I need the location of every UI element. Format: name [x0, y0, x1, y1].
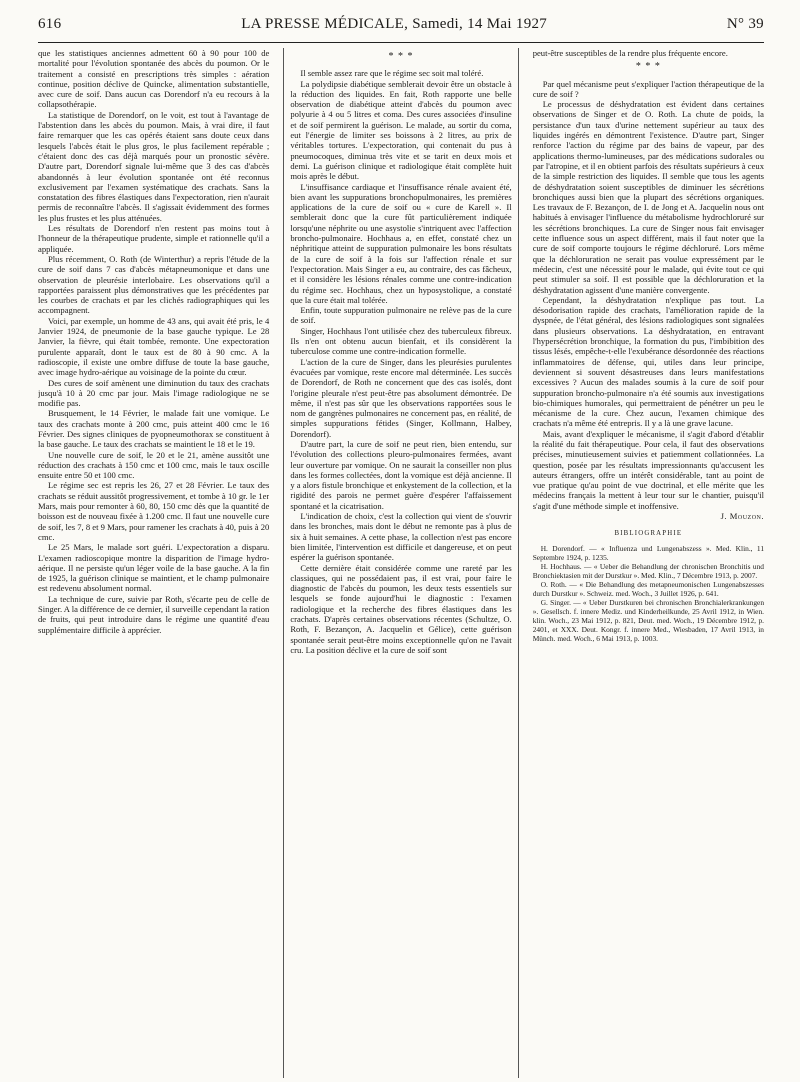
column-left — [38, 48, 269, 1078]
paragraph: Voici, par exemple, un homme de 43 ans, qui avait été pris, le 4 Janvier 1924, de pneumonie de la base gauche typique. Le 28 Janvier, la fièvre, qui était tombée, remonte. Une expectoration purulente apparaît, dont le taux est de 80 à 90 cmc. A la radioscopie, il existe une ombre diffuse de toute la base gauche, avec image hydro-aérique au voisinage de la pointe du cœur. — [38, 315, 270, 378]
paragraph: peut-être susceptibles de la rendre plus fréquente encore. — [532, 48, 728, 58]
page-header — [38, 16, 764, 40]
paragraph: Le régime sec est repris les 26, 27 et 28 Février. Le taux des crachats se réduit aussitôt progressivement, et tombe à 10 gr. le 1er Mars, mais pour remonter à 60, 80, 150 cmc dès que la quantité de boisson est de nouveau fixée à 1.200 cmc. Il faut une nouvelle cure de soif, les 7, 8 et 9 Mars, pour ramener les crachats à 40, puis à 20 cmc. — [38, 480, 270, 542]
paragraph: Le 25 Mars, le malade sort guéri. L'expectoration a disparu. L'examen radioscopique montre la disparition de l'image hydro-aérique. Il ne persiste qu'un léger voile de la base gauche. A la fin de 1925, la guérison clinique se maintient, et le champ pulmonaire est redevenu absolument normal. — [38, 542, 270, 594]
paragraph: La polydipsie diabétique semblerait devoir être un obstacle à la réduction des liquides. En fait, Roth rapporte une belle observation de diabétique atteint d'abcès du poumon avec polyurie à 4 ou 5 litres et coma. Des cures associées d'insuline et de soif permirent la guérison. Le malade, au sortir du coma, eut l'énergie de limiter ses boissons à 2 litres, au prix de véritables tortures. L'expectoration, qui contenait du pus à pneumocoques, diminua très vite et se tarit en deux mois et demi. La guérison clinique et radiologique était complète huit mois après le début. — [290, 78, 512, 182]
article-columns — [38, 48, 764, 1078]
paragraph: La statistique de Dorendorf, on le voit, est tout à l'avantage de l'abstention dans les abcès du poumon. Mais, à vrai dire, il faut faire remarquer que les cas opérés étaient sans doute ceux dans lesquels l'abcès était le plus gros, le plus facilement repérable ; c'étaient donc des cas déjà marqués pour un pronostic sévère. D'autre part, Dorendorf signale lui-même que 3 des cas d'abcès abandonnés à leur évolution spontanée ont été reconnus exclusivement par l'examen systématique des crachats. Sans la constatation des fibres élastiques dans l'expectoration, rien n'aurait permis de reconnaître l'abcès. Il s'agissait évidemment des formes les plus frustes et les plus atténuées. — [38, 109, 270, 223]
paragraph: Par quel mécanisme peut s'expliquer l'action thérapeutique de la cure de soif ? — [532, 78, 765, 99]
paragraph: L'indication de choix, c'est la collection qui vient de s'ouvrir dans les bronches, mais dont le début ne remonte pas à plus de six à huit semaines. A cette phase, la collection n'est pas encore bien limitée, l'intervention est difficile et dangereuse, et on peut espérer la guérison spontanée. — [290, 511, 512, 563]
section-separator-stars: * * * — [635, 61, 661, 73]
paragraph: Cependant, la déshydratation n'explique pas tout. La désodorisation rapide des crachats, l'amélioration rapide de la dyspnée, de l'état général, des lésions radiologiques sont signalées dans plusieurs observations. La déshydratation, en entravant l'hypersécrétion bronchique, la formation du pus, l'imbibition des tissus lésés, empêche-t-elle l'exubérance désordonnée des réactions inflammatoires de défense, qui, utiles dans leur principe, deviennent si souvent désastreuses dans leurs manifestations excessives ? Aucun des malades soumis à la cure de soif pour suppuration broncho-pulmonaire n'a été soumis aux investigations bio-chimiques humorales, qui permettraient de pénétrer un peu le mécanisme de la cure. Chez aucun, l'examen chimique des crachats n'a même été entrepris. Il y a là une grave lacune. — [532, 294, 765, 429]
paragraph: Plus récemment, O. Roth (de Winterthur) a repris l'étude de la cure de soif dans 7 cas d'abcès métapneumonique et dans une observation de pleurésie interlobaire. Les observations qu'il a rapportées paraissent plus démonstratives que les précédentes par les courbes de crachats et par les clichés radiographiques qui les accompagnent. — [38, 253, 270, 316]
section-separator-stars: * * * — [388, 51, 414, 62]
bibliography-heading: BIBLIOGRAPHIE — [614, 530, 683, 538]
paragraph: L'insuffisance cardiaque et l'insuffisance rénale avaient été, bien avant les suppurations bronchopulmonaires, les premières applications de la cure de soif ou « cure de Karell ». Il semblerait donc que la cure fût particulièrement indiquée lorsqu'une néphrite ou une asystolie s'intriquent avec l'affection broncho-pulmonaire. Hochhaus a, en effet, constaté chez un néphritique atteint de suppuration pulmonaire les bons résultats de la cure de soif à la fois sur l'affection rénale et sur l'expectoration. Mais Singer a eu, au contraire, des cas fâcheux, et il considère les lésions rénales comme une contre-indication du régime sec. Hochhaus, chez un hyposystolique, a constaté que la cure était mal tolérée. — [290, 181, 512, 305]
bibliography-list — [533, 544, 764, 643]
paragraph: L'action de la cure de Singer, dans les pleurésies purulentes évacuées par vomique, reste encore mal déterminée. Les succès de Dorendorf, de Roth ne concernent que des cas isolés, dont l'origine pleurale n'est peut-être pas absolument démontrée. De même, il n'est pas sûr que les observations rapportées sous le nom de gangrènes pulmonaires ne concernent pas, en réalité, de simples suppurations fétides (Singer, Kollmann, Halbey, Dorendorf). — [290, 356, 512, 439]
page-number: 616 — [38, 16, 62, 32]
paragraph: Singer, Hochhaus l'ont utilisée chez des tuberculeux fibreux. Ils n'en ont obtenu aucun bienfait, et ils considèrent la tuberculose comme une contre-indication formelle. — [290, 325, 512, 357]
paragraph: Mais, avant d'expliquer le mécanisme, il s'agit d'abord d'établir la réalité du fait thérapeutique. Pour cela, il faut des observations précises, minutieusement suivies et patiemment collationnées. La question, posée par les résultats impressionnants qu'accusent les auteurs étrangers, offre un intérêt considérable, tant au point de vue pratique qu'au point de vue doctrinal, et elle mérite que les médecins français la mettent à leur tour sur le chantier, puisqu'il s'agit d'une méthode simple et inoffensive. — [532, 428, 765, 511]
paragraph: Brusquement, le 14 Février, le malade fait une vomique. Le taux des crachats monte à 200 cmc, puis atteint 400 cmc le 16 Février. Des signes cliniques de pyopneumothorax se constituent à la base gauche. Le taux des crachats se maintient le 18 et le 19. — [38, 408, 270, 450]
bibliography-entry: H. Dorendorf. — « Influenza und Lungenabszess ». Med. Klin., 11 Septembre 1924, p. 1235. — [532, 543, 765, 562]
paragraph: Des cures de soif amènent une diminution du taux des crachats jusqu'à 10 à 20 cmc par jour. Mais l'image radiologique ne se modifie pas. — [38, 377, 270, 409]
author-signature: J. Mouzon. — [720, 511, 765, 522]
paragraph: Le processus de déshydratation est évident dans certaines observations de Singer et de O. Roth. La chute de poids, la persistance d'un taux d'urine nettement supérieur au taux des liquides ingérés en démontrent l'existence. D'autre part, Singer renforce l'action du régime par des bains de vapeur, par des applications thermo-lumineuses, par des médications sudorales ou par l'atropine, et il en obtient parfois des résultats supérieurs à ceux de la simple restriction des liquides. Il semble que tous les agents de déshydratation soient susceptibles de diminuer les sécrétions bronchiques aussi bien que la plupart des sécrétions organiques. Les travaux de F. Bezançon, de I. de Jong et A. Jacquelin nous ont habitués à envisager l'influence du métabolisme hydrochloruré sur les sécrétions bronchiques. La cure de Singer nous fait envisager cette influence sous un aspect différent, mais il faut noter que la cure de soif comporte toujours le régime déchloruré. Lors même que la déchloruration ne serait pas voulue expressément par le médecin, c'est une nécessité pour le malade, qui évite tout ce qui peut stimuler sa soif. Il est possible que la déchloruration et la déshydratation agissent d'une manière convergente. — [532, 99, 765, 295]
column-middle — [283, 48, 518, 1078]
column-right — [533, 48, 764, 1078]
paragraph: Il semble assez rare que le régime sec soit mal toléré. — [300, 68, 484, 79]
paragraph: que les statistiques anciennes admettent 60 à 90 pour 100 de mortalité pour l'évolution spontanée des abcès du poumon. Or le traitement a consisté en prescriptions très simples : aération continue, position déclive de Quincke, alimentation substantielle, avec cure de soif. Dans aucun cas Dorendorf n'a eu recours à la collapsothérapie. — [38, 48, 270, 110]
bibliography-entry: O. Roth. — « Die Behandlung des metapneumonischen Lungenabszesses durch Durstkur ». Schweiz. med. Woch., 3 Juillet 1926, p. 641. — [532, 579, 765, 598]
paragraph: La technique de cure, suivie par Roth, s'écarte peu de celle de Singer. A la différence de ce dernier, il surveille cependant la ration de fruits, qui peut introduire dans le régime une quantité d'eau supplémentaire difficile à apprécier. — [38, 593, 270, 635]
paragraph: Cette dernière était considérée comme une rareté par les classiques, qui ne possédaient pas, il est vrai, pour faire le diagnostic de l'abcès du poumon, les deux tests essentiels sur lesquels se fonde aujourd'hui le diagnostic : l'examen radiologique et la recherche des fibres élastiques dans les crachats. D'après certaines observations récentes (Schultze, O. Roth, F. Bezançon, A. Jacquelin et Gélice), cette guérison spontanée serait peut-être moins exceptionnelle qu'on ne l'avait cru. La position déclive et la cure de soif sont — [290, 562, 512, 655]
bibliography-entry: G. Singer. — « Ueber Durstkuren bei chronischen Bronchialerkrankungen ». Gesellsch. f. innere Mediz. und Kinderheilkunde, 25 Avril 1912, in Wien. klin. Woch., 23 Mai 1912, p. 821, Deut. med. Woch., 19 Décembre 1912, p. 2401, et XXX. Deut. Kongr. f. innere Med., Wiesbaden, 17 Avril 1913, in Münch. med. Woch., 6 Mai 1913, p. 1003. — [532, 597, 765, 643]
bibliography-entry: H. Hochhaus. — « Ueber die Behandlung der chronischen Bronchitis und Bronchiektasien mit der Durstkur ». Med. Klin., 7 Décembre 1913, p. 2007. — [532, 561, 765, 580]
header-rule — [38, 42, 764, 43]
paragraph: D'autre part, la cure de soif ne peut rien, bien entendu, sur l'évolution des collections pleuro-pulmonaires fermées, avant leur ouverture par vomique. On ne saurait la conseiller non plus dans les formes collectées, dont la vomique est déjà ancienne. Il y a alors fistule bronchique et enkystement de la collection, et la rigidité des parois ne permet guère d'espérer l'affaissement spontané et la cicatrisation. — [290, 438, 512, 511]
paragraph: Les résultats de Dorendorf n'en restent pas moins tout à l'honneur de la thérapeutique prudente, simple et rationnelle qu'il a appliquée. — [38, 223, 270, 254]
paragraph: Une nouvelle cure de soif, le 20 et le 21, amène aussitôt une réduction des crachats à 150 cmc et 100 cmc, mais le taux oscille ensuite entre 50 et 100 cmc. — [38, 449, 270, 481]
paragraph: Enfin, toute suppuration pulmonaire ne relève pas de la cure de soif. — [290, 305, 512, 326]
journal-title: LA PRESSE MÉDICALE, Samedi, 14 Mai 1927 — [241, 16, 548, 32]
issue-number: N° 39 — [726, 16, 764, 32]
